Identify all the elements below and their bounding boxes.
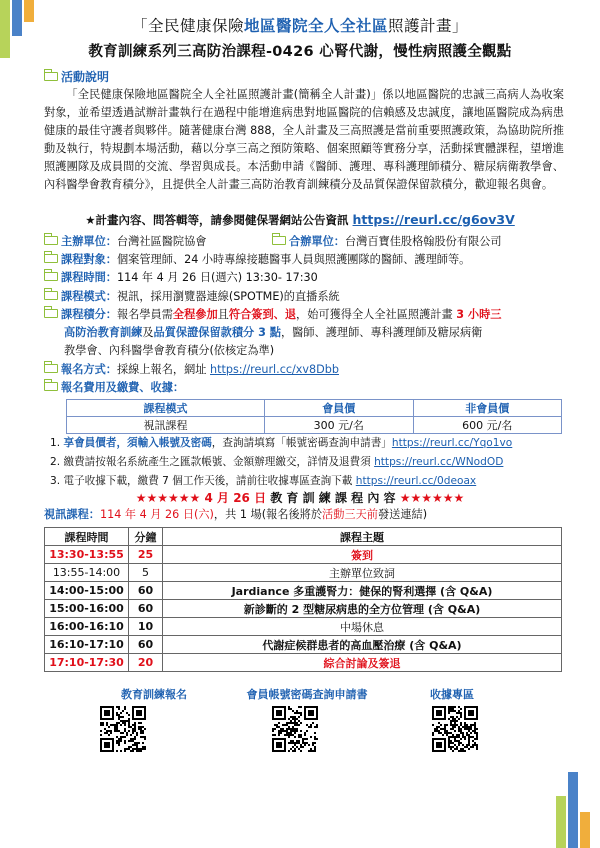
schedule-line-text: ，共 1 場(報名後將於 — [213, 508, 323, 521]
register-link[interactable]: https://reurl.cc/xv8Dbb — [210, 363, 339, 376]
row-topic: 主辦單位致詞 — [163, 564, 562, 582]
notice-text: ★計畫內容、問答輯等，請參閱健保署網站公告資訊 — [85, 213, 353, 227]
folder-icon — [44, 309, 58, 318]
credit-highlight: 高防治教育訓練 — [64, 326, 143, 339]
schedule-date: 4 月 26 日 — [204, 491, 267, 505]
row-time: 16:10-17:10 — [45, 636, 129, 654]
note-number: 1. — [50, 437, 61, 449]
notice-line — [0, 212, 600, 228]
schedule-line-label: 視訊課程： — [44, 508, 100, 521]
intro-heading — [44, 68, 109, 85]
schedule-line-red: 活動三天前 — [322, 508, 378, 521]
table-row — [45, 582, 562, 600]
row-topic: Jardiance 多重護腎力：健保的腎利選擇 (含 Q&A) — [163, 582, 562, 600]
row-topic: 新診斷的 2 型糖尿病患的全方位管理 (含 Q&A) — [163, 600, 562, 618]
fee-cell: 300 元/名 — [265, 417, 414, 434]
credit-row-1 — [44, 306, 501, 324]
cohost-label: 合辦單位： — [289, 235, 345, 248]
corner-bar-bottom-right-orange — [580, 812, 590, 848]
fee-header-cell: 課程模式 — [67, 400, 265, 417]
credit-row-3: 教學會、內科醫學會教育積分(依核定為準) — [64, 344, 275, 357]
qr-code-receipt[interactable] — [432, 706, 478, 752]
row-topic: 簽到 — [163, 546, 562, 564]
cohost-row — [272, 233, 502, 251]
audience-value: 個案管理師、24 小時專線接聽醫事人員與照護團隊的醫師、護理師等。 — [116, 253, 471, 266]
host-label: 主辦單位： — [61, 235, 117, 248]
qr-label-account: 會員帳號密碼查詢申請書 — [246, 688, 368, 701]
audience-row — [44, 251, 470, 269]
fee-notes — [50, 434, 512, 491]
row-topic: 中場休息 — [163, 618, 562, 636]
notice-link[interactable]: https://reurl.cc/g6ov3V — [352, 212, 515, 227]
folder-icon — [272, 236, 286, 245]
schedule-table — [44, 527, 562, 672]
schedule-header-cell: 課程時間 — [45, 528, 129, 546]
credit-highlight: 3 小時三 — [456, 308, 502, 321]
stars-left: ★★★★★★ — [135, 491, 205, 505]
credit-text: 且 — [217, 308, 229, 321]
note-3-link[interactable]: https://reurl.cc/0deoax — [355, 475, 477, 487]
audience-label: 課程對象： — [61, 253, 117, 266]
title-prefix: 「全民健康保險 — [131, 17, 244, 35]
schedule-line — [44, 506, 427, 522]
table-row — [45, 654, 562, 672]
cohost-value: 台灣百寶佳股格翰股份有限公司 — [344, 235, 502, 248]
row-minutes: 10 — [129, 618, 163, 636]
time-label: 課程時間： — [61, 271, 117, 284]
fee-table — [66, 399, 562, 434]
register-label: 報名方式： — [61, 363, 117, 376]
folder-icon — [44, 236, 58, 245]
schedule-line-date: 114 年 4 月 26 日(六) — [99, 508, 214, 521]
table-row — [45, 636, 562, 654]
credit-highlight: 符合簽到、退 — [228, 308, 297, 321]
credit-text: ，醫師、護理師、專科護理師及糖尿病衛 — [280, 326, 483, 339]
note-1 — [50, 434, 512, 453]
credit-row-2 — [64, 324, 482, 342]
credit-highlight: 全程參加 — [172, 308, 218, 321]
page-title — [0, 14, 600, 36]
row-time: 16:00-16:10 — [45, 618, 129, 636]
row-minutes: 60 — [129, 636, 163, 654]
row-minutes: 5 — [129, 564, 163, 582]
folder-icon — [44, 382, 58, 391]
corner-bar-bottom-right-green — [556, 796, 566, 848]
intro-paragraph: 「全民健康保險地區醫院全人全社區照護計畫(簡稱全人計畫)」係以地區醫院的忠誠三高病人為收案對象，並希望透過試辦計畫執行在過程中能增進病患對地區醫院的信賴感及忠誠度，讓地區醫院成為病患健康的最佳守護者與夥伴。隨著健康台灣 888，全人計畫及三高照護是當前重要照護政策，為協助院所推動及執行，特規劃本場活動，藉以分享三高之預防策略、個案照顧等實務分享，活動採實體課程，望增進照護團隊及成員間的交流、學習與成長。本活動申請《醫師、護理、專科護理師積分、糖尿病衛教學會、內科醫學會教育積分》，且提供全人計畫三高防治教育訓練積分及品質保證保留款積分，歡迎報名與會。 — [44, 88, 564, 192]
fee-table-header — [67, 400, 562, 417]
schedule-header-cell: 課程主題 — [163, 528, 562, 546]
row-minutes: 20 — [129, 654, 163, 672]
folder-icon — [44, 72, 58, 81]
folder-icon — [44, 254, 58, 263]
intro-heading-label: 活動說明 — [61, 70, 110, 84]
fee-header-cell: 非會員價 — [413, 400, 562, 417]
mode-row — [44, 288, 340, 306]
fee-label: 報名費用及繳費、收據： — [61, 381, 185, 394]
table-row — [45, 618, 562, 636]
row-time: 13:55-14:00 — [45, 564, 129, 582]
note-1-bold: 享會員價者，須輸入帳號及密碼 — [63, 437, 212, 449]
corner-bar-bottom-right-blue — [568, 772, 578, 848]
mode-label: 課程模式： — [61, 290, 117, 303]
fee-cell: 600 元/名 — [413, 417, 562, 434]
note-2-text: 2. 繳費請按報名系統產生之匯款帳號、金額辦理繳交，詳情及退費須 — [50, 456, 375, 468]
folder-icon — [44, 291, 58, 300]
title-highlight: 地區醫院全人全社區 — [243, 17, 388, 35]
stars-right: ★★★★★★ — [399, 491, 465, 505]
qr-code-register[interactable] — [100, 706, 146, 752]
host-value: 台灣社區醫院協會 — [116, 235, 207, 248]
note-3-text: 3. 電子收據下載，繳費 7 個工作天後，請前往收據專區查詢下載 — [50, 475, 356, 487]
table-row — [45, 546, 562, 564]
note-2-link[interactable]: https://reurl.cc/WNodOD — [374, 456, 504, 468]
fee-row — [44, 379, 184, 397]
folder-icon — [44, 364, 58, 373]
row-time: 13:30-13:55 — [45, 546, 129, 564]
page-subtitle: 教育訓練系列三高防治課程-0426 心腎代謝，慢性病照護全觀點 — [88, 44, 512, 60]
schedule-heading — [0, 489, 600, 506]
fee-table-row — [67, 417, 562, 434]
credit-text: 報名學員需 — [116, 308, 173, 321]
schedule-header-cell: 分鐘 — [129, 528, 163, 546]
fee-cell: 視訊課程 — [67, 417, 265, 434]
qr-label-receipt: 收據專區 — [430, 688, 474, 701]
qr-code-account[interactable] — [272, 706, 318, 752]
title-suffix: 照護計畫」 — [388, 17, 469, 35]
register-value: 採線上報名，網址 — [116, 363, 211, 376]
time-value: 114 年 4 月 26 日(週六) 13:30- 17:30 — [116, 271, 318, 284]
credit-label: 課程積分： — [61, 308, 117, 321]
note-2 — [50, 453, 512, 472]
host-row — [44, 233, 206, 251]
fee-header-cell: 會員價 — [265, 400, 414, 417]
row-topic: 代謝症候群患者的高血壓治療 (含 Q&A) — [163, 636, 562, 654]
note-1-link[interactable]: https://reurl.cc/Yqo1vo — [391, 437, 513, 449]
row-minutes: 60 — [129, 600, 163, 618]
schedule-heading-text: 教 育 訓 練 課 程 內 容 — [266, 491, 400, 505]
row-time: 15:00-16:00 — [45, 600, 129, 618]
table-row — [45, 600, 562, 618]
row-minutes: 60 — [129, 582, 163, 600]
schedule-header-row — [45, 528, 562, 546]
mode-value: 視訊，採用瀏覽器連線(SPOTME)的直播系統 — [116, 290, 340, 303]
credit-highlight: 品質保證保留款積分 3 點 — [153, 326, 281, 339]
qr-label-register: 教育訓練報名 — [121, 688, 187, 701]
table-row — [45, 564, 562, 582]
row-time: 17:10-17:30 — [45, 654, 129, 672]
row-topic: 綜合討論及簽退 — [163, 654, 562, 672]
register-row — [44, 361, 339, 379]
folder-icon — [44, 272, 58, 281]
credit-text: 及 — [142, 326, 154, 339]
note-1-text: ，查詢請填寫「帳號密碼查詢申請書」 — [211, 437, 392, 449]
schedule-line-tail: 發送連結) — [377, 508, 428, 521]
time-row — [44, 269, 318, 287]
row-time: 14:00-15:00 — [45, 582, 129, 600]
credit-text: ，始可獲得全人全社區照護計畫 — [296, 308, 457, 321]
row-minutes: 25 — [129, 546, 163, 564]
